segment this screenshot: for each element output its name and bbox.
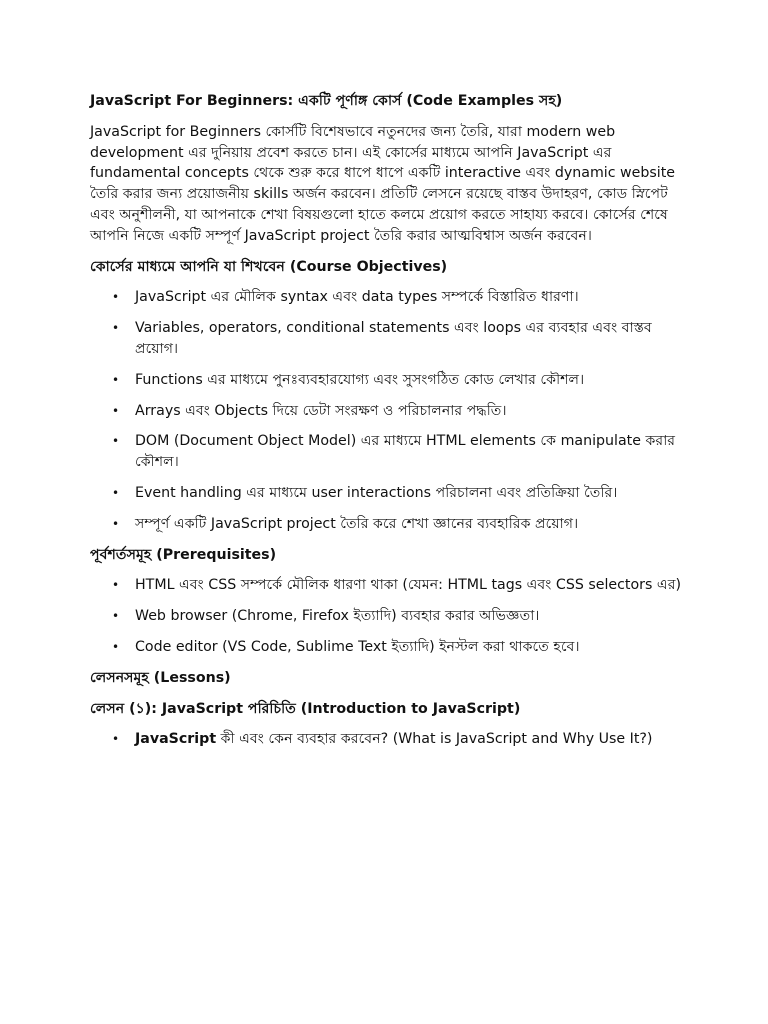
lesson-1-heading: লেসন (১): JavaScript পরিচিতি (Introduction to JavaScript) <box>90 700 521 717</box>
objectives-heading: কোর্সের মাধ্যমে আপনি যা শিখবেন (Course Objectives) <box>90 258 448 275</box>
document-title: JavaScript For Beginners: একটি পূর্ণাঙ্গ কোর্স (Code Examples সহ) <box>90 93 563 109</box>
list-item-text: HTML এবং CSS সম্পর্কে মৌলিক ধারণা থাকা (যেমন: HTML tags এবং CSS selectors এর) <box>135 577 682 594</box>
bullet-icon: • <box>112 639 120 654</box>
list-item <box>90 431 690 473</box>
bullet-icon: • <box>112 290 120 305</box>
list-item-text: কী এবং কেন ব্যবহার করবেন? (What is JavaScript and Why Use It?) <box>216 731 653 748</box>
objectives-list <box>90 287 690 534</box>
list-item-bold-lead: JavaScript <box>135 731 217 748</box>
list-item <box>90 370 690 391</box>
list-item-text: Code editor (VS Code, Sublime Text ইত্যাদি) ইনস্টল করা থাকতে হবে। <box>135 638 580 655</box>
bullet-icon: • <box>112 403 120 418</box>
bullet-icon: • <box>112 516 120 531</box>
list-item-text: Web browser (Chrome, Firefox ইত্যাদি) ব্যবহার করার অভিজ্ঞতা। <box>135 608 540 625</box>
list-item-text: Event handling এর মাধ্যমে user interactions পরিচালনা এবং প্রতিক্রিয়া তৈরি। <box>135 484 618 501</box>
list-item <box>90 401 690 422</box>
list-item-text: Variables, operators, conditional statements এবং loops এর ব্যবহার এবং বাস্তব প্রয়োগ। <box>135 320 652 357</box>
list-item-text: Functions এর মাধ্যমে পুনঃব্যবহারযোগ্য এবং সুসংগঠিত কোড লেখার কৌশল। <box>135 371 585 388</box>
list-item <box>90 483 690 504</box>
bullet-icon: • <box>112 732 120 747</box>
lessons-heading: লেসনসমূহ (Lessons) <box>90 669 231 686</box>
list-item <box>90 637 690 658</box>
bullet-icon: • <box>112 578 120 593</box>
list-item <box>90 514 690 535</box>
bullet-icon: • <box>112 434 120 449</box>
bullet-icon: • <box>112 321 120 336</box>
list-item-text: DOM (Document Object Model) এর মাধ্যমে HTML elements কে manipulate করার কৌশল। <box>135 433 676 471</box>
list-item <box>90 575 690 596</box>
prerequisites-list <box>90 575 690 657</box>
list-item-text: Arrays এবং Objects দিয়ে ডেটা সংরক্ষণ ও পরিচালনার পদ্ধতি। <box>135 402 507 419</box>
lesson-1-list <box>90 729 690 750</box>
list-item <box>90 318 690 360</box>
list-item <box>90 729 690 750</box>
bullet-icon: • <box>112 372 120 387</box>
document-page <box>90 91 690 760</box>
list-item <box>90 606 690 627</box>
bullet-icon: • <box>112 485 120 500</box>
list-item-text: সম্পূর্ণ একটি JavaScript project তৈরি করে শেখা জ্ঞানের ব্যবহারিক প্রয়োগ। <box>135 515 579 532</box>
list-item-text: JavaScript এর মৌলিক syntax এবং data types সম্পর্কে বিস্তারিত ধারণা। <box>135 289 579 306</box>
bullet-icon: • <box>112 609 120 624</box>
intro-paragraph: JavaScript for Beginners কোর্সটি বিশেষভাবে নতুনদের জন্য তৈরি, যারা modern web development এর দুনিয়ায় প্রবেশ করতে চান। এই কোর্সের মাধ্যমে আপনি JavaScript এর fundamental concepts থেকে শুরু করে ধাপে ধাপে একটি interactive এবং dynamic website তৈরি করার জন্য প্রয়োজনীয় skills অর্জন করবেন। প্রতিটি লেসনে রয়েছে বাস্তব উদাহরণ, কোড স্নিপেট এবং অনুশীলনী, যা আপনাকে শেখা বিষয়গুলো হাতে কলমে প্রয়োগ করতে সাহায্য করবে। কোর্সের শেষে আপনি নিজে একটি সম্পূর্ণ JavaScript project তৈরি করার আত্মবিশ্বাস অর্জন করবেন। <box>90 123 675 244</box>
prerequisites-heading: পূর্বশর্তসমূহ (Prerequisites) <box>90 546 277 563</box>
list-item <box>90 287 690 308</box>
